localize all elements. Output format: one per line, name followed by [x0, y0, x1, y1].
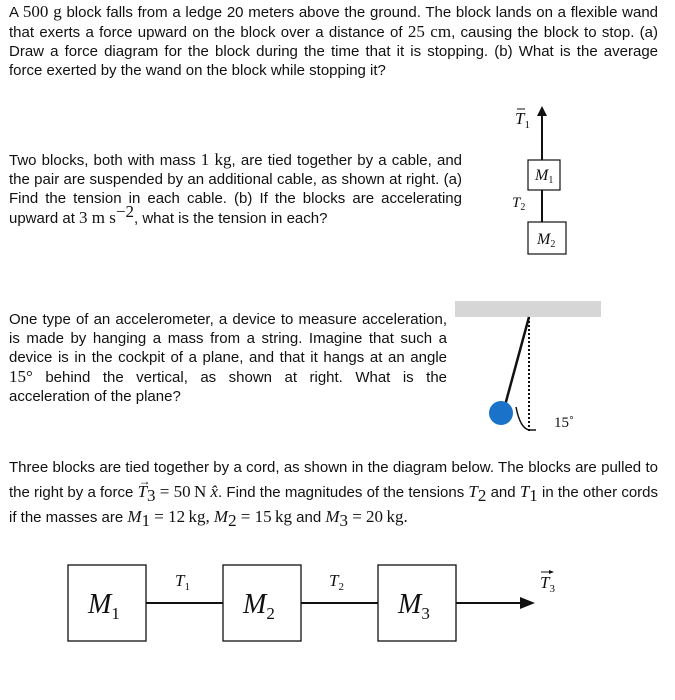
acceleration-value: 3 — [79, 208, 88, 227]
mass-subscript: 1 — [141, 511, 151, 530]
force-subscript: 3 — [147, 486, 156, 505]
m1-label: $M_1$ — [88, 589, 120, 623]
problem-3-part: behind the vertical, as shown at right. What is the acceleration of the plane? — [9, 369, 448, 405]
angle-value: 15° — [9, 367, 33, 386]
mass-value: 1 — [200, 150, 210, 169]
problem-2-text — [9, 150, 462, 228]
acceleration-exponent: −2 — [115, 202, 134, 221]
mass-value: = 15 kg — [240, 507, 292, 526]
problem-4-text — [9, 456, 658, 530]
mass-subscript: 3 — [339, 511, 349, 530]
mass-value: = 20 kg. — [352, 507, 408, 526]
angle-label: 15˚ — [554, 415, 574, 431]
conjunction: and — [490, 484, 516, 501]
problem-2-part: , what is the tension in each? — [133, 210, 328, 227]
accelerometer-diagram — [450, 300, 610, 445]
force-symbol: → T — [138, 480, 147, 504]
force-arrow-head — [520, 597, 535, 609]
m2-label: $M_2$ — [243, 589, 275, 623]
tension-symbol: T — [468, 482, 478, 501]
m3-label: $M_3$ — [398, 589, 430, 623]
t1-label: $T_1$ — [175, 571, 190, 593]
tension-subscript: 1 — [529, 486, 538, 505]
string — [504, 317, 529, 409]
m2-label: M2 — [537, 231, 556, 250]
distance-value: 25 — [407, 22, 425, 41]
mass-unit: kg — [214, 150, 232, 169]
t2-label: $T_2$ — [512, 195, 526, 213]
mass-unit: g — [53, 2, 62, 21]
t1-label: $T_1$ — [515, 109, 530, 131]
force-direction: x̂ — [210, 482, 219, 501]
mass-subscript: 2 — [228, 511, 237, 530]
tension-symbol: T — [519, 482, 530, 501]
distance-unit: cm — [430, 22, 452, 41]
mass-symbol: M — [127, 507, 142, 526]
problem-2-part: Two blocks, both with mass — [9, 152, 196, 169]
problem-1-part: A — [9, 4, 19, 21]
two-block-diagram — [500, 100, 590, 265]
force-value: = 50 N — [159, 482, 207, 501]
t3-label: $T_3$ — [540, 573, 555, 595]
vector-tip — [549, 570, 554, 574]
three-block-diagram — [60, 560, 590, 650]
conjunction: and — [296, 509, 322, 526]
mass-symbol: M — [213, 507, 229, 526]
acceleration-unit: m s — [91, 208, 116, 227]
problem-2-part: , are tied together by a cable, and the pair are suspended by an additional cable, as shown at right. (a) Find the tension in each cable. (b) If the blocks are accelerating upward at — [9, 152, 463, 227]
mass-value: 500 — [22, 2, 49, 21]
angle-arc — [516, 407, 536, 430]
problem-4-part: . Find the magnitudes of the tensions — [218, 484, 465, 501]
problem-1-part: block falls from a ledge 20 meters above the ground. The block lands on a flexible wand that exerts a force upward on the block over a distance of — [9, 4, 658, 41]
problem-1-part: , causing the block to stop. (a) Draw a force diagram for the block during the time that it is stopping. (b) What is the average force exerted by the wand on the block while stopping it? — [9, 24, 658, 79]
mass-symbol: M — [325, 507, 340, 526]
ceiling — [455, 301, 601, 317]
problem-3-part: One type of an accelerometer, a device to measure acceleration, is made by hanging a mass from a string. Imagine that such a device is in the cockpit of a plane, and that it hangs at an angle — [9, 311, 447, 366]
problem-3-text — [9, 310, 447, 406]
tension-subscript: 2 — [477, 486, 487, 505]
mass-value: = 12 kg, — [154, 507, 210, 526]
problem-1-text — [9, 2, 658, 80]
m1-label: M1 — [535, 167, 554, 186]
problem-4-part: Three blocks are tied together by a cord, as shown in the diagram below. The blocks are pulled to the right by a force — [9, 459, 658, 501]
hanging-mass — [489, 401, 513, 425]
problem-4-part: in the other cords if the masses are — [9, 484, 658, 526]
t2-label: $T_2$ — [329, 571, 344, 593]
